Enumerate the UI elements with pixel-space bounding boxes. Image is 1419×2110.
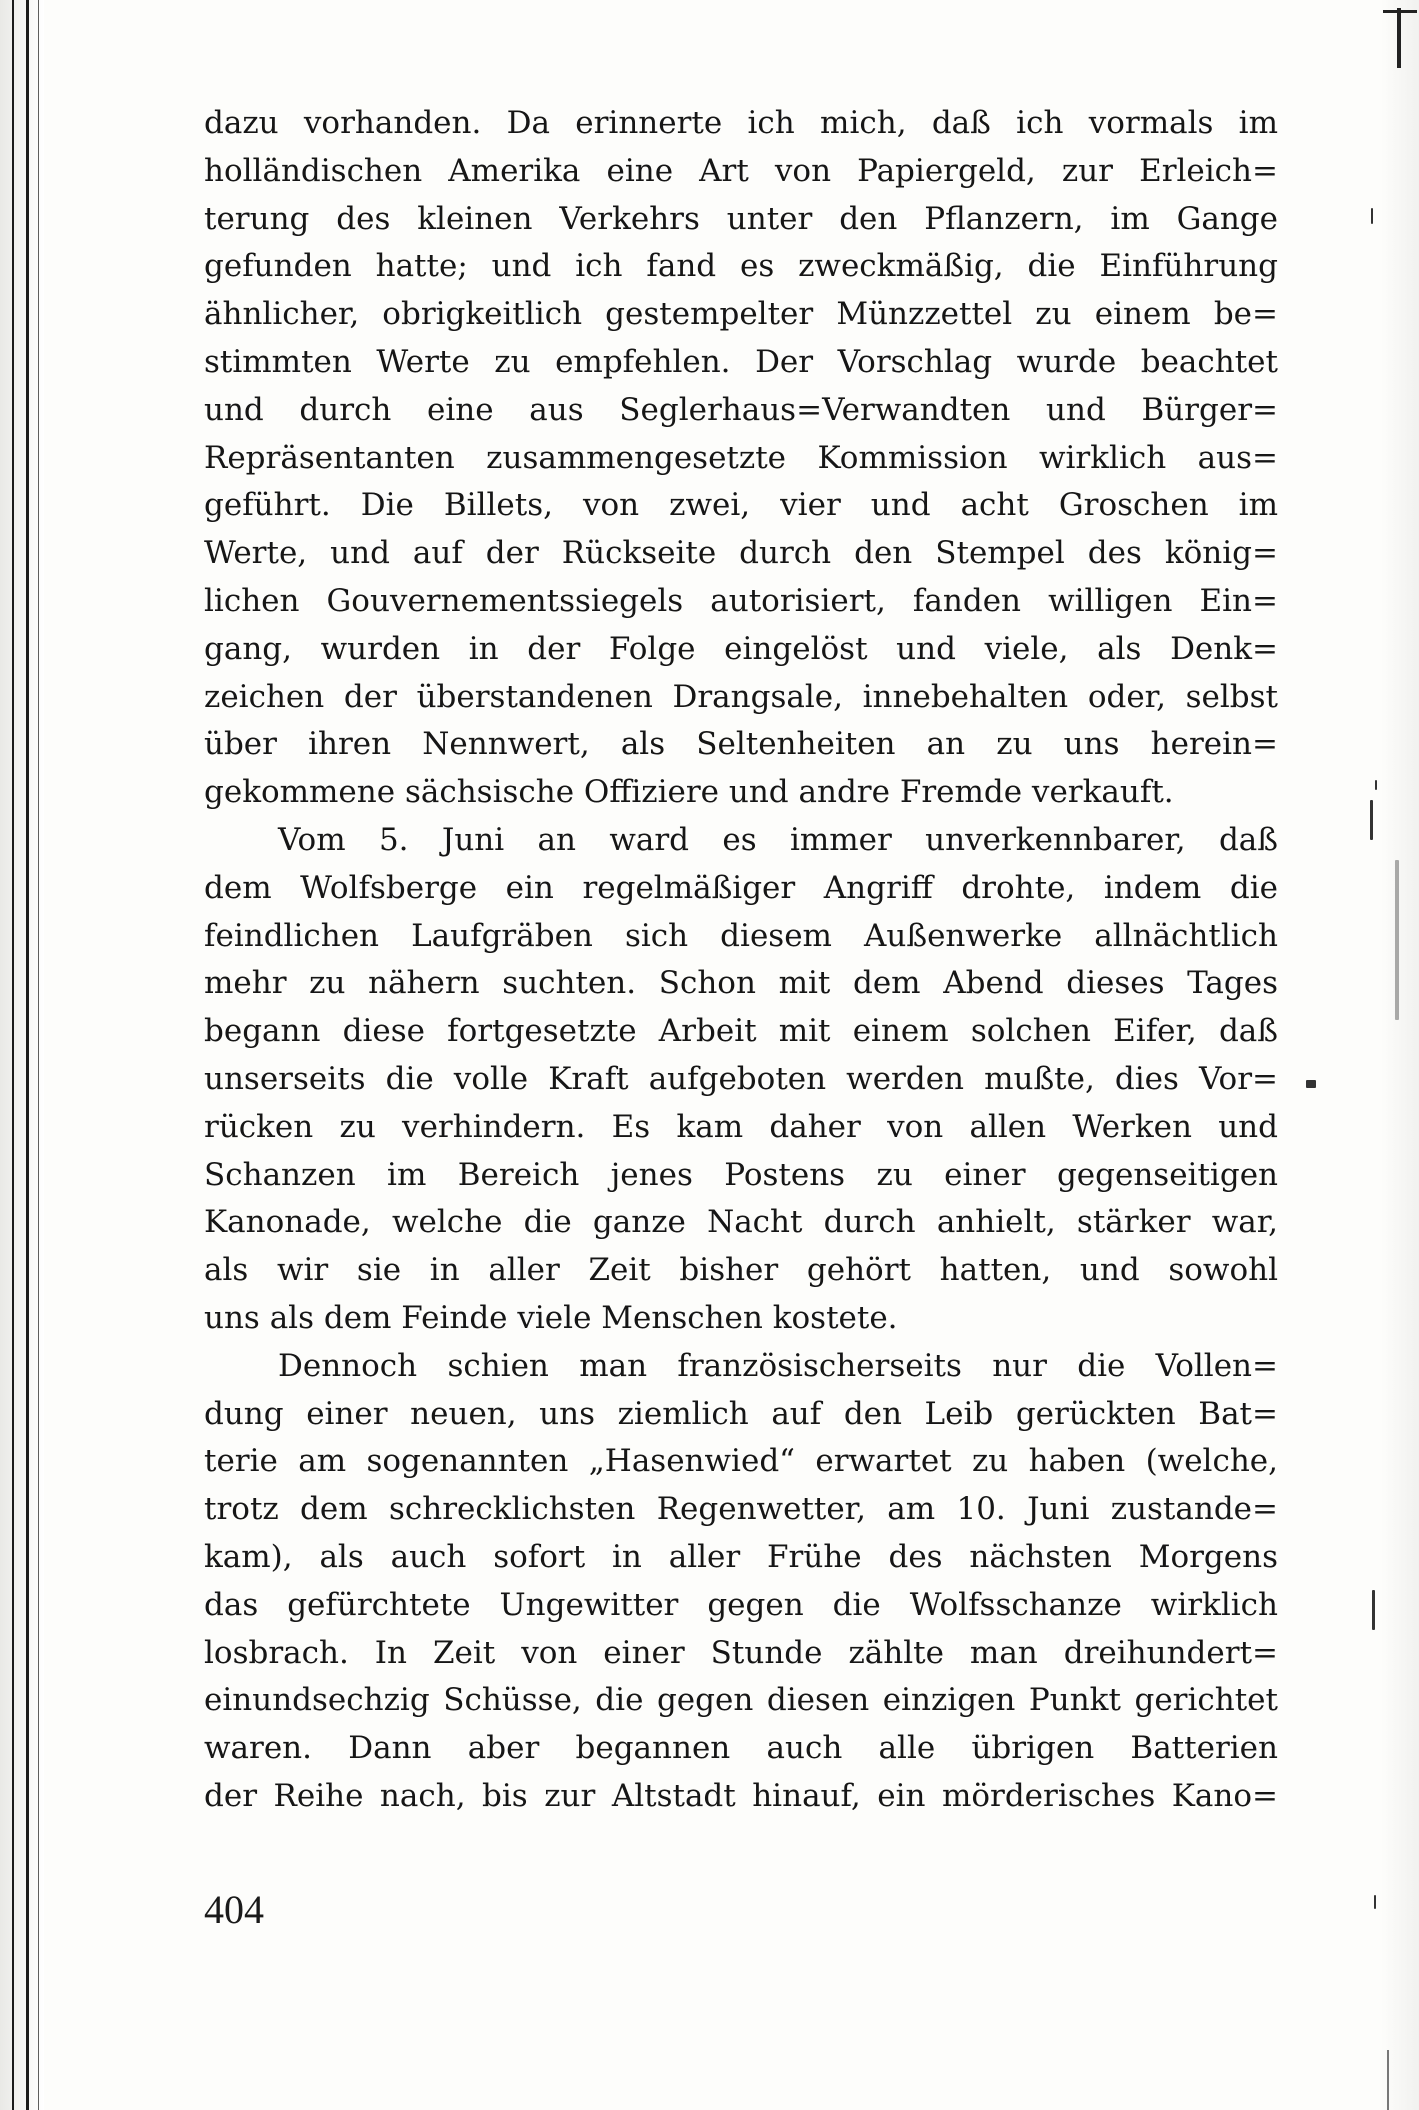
text-line: Werte, und auf der Rückseite durch den Stempel des könig= [204, 535, 1278, 572]
text-line: uns als dem Feinde viele Menschen kostete. [204, 1299, 898, 1336]
text-line: Vom 5. Juni an ward es immer unverkennbarer, daß [278, 821, 1278, 858]
text-line: mehr zu nähern suchten. Schon mit dem Abend dieses Tages [204, 965, 1278, 1002]
text-line: lichen Gouvernementssiegels autorisiert, fanden willigen Ein= [204, 582, 1278, 619]
text-line: rücken zu verhindern. Es kam daher von allen Werken und [204, 1108, 1278, 1145]
scan-speck [1374, 1895, 1376, 1909]
text-line: dung einer neuen, uns ziemlich auf den Leib gerückten Bat= [204, 1395, 1278, 1432]
text-line: geführt. Die Billets, von zwei, vier und acht Groschen im [204, 487, 1278, 524]
text-line: dem Wolfsberge ein regelmäßiger Angriff drohte, indem die [204, 869, 1278, 906]
text-line: waren. Dann aber begannen auch alle übrigen Batterien [204, 1730, 1278, 1767]
page-number: 404 [204, 1887, 264, 1932]
text-line: als wir sie in aller Zeit bisher gehört hatten, und sowohl [204, 1252, 1278, 1289]
text-line: Repräsentanten zusammengesetzte Kommission wirklich aus= [204, 439, 1278, 476]
book-gutter [0, 0, 44, 2110]
gutter-line [26, 0, 29, 2110]
text-line: einundsechzig Schüsse, die gegen diesen einzigen Punkt gerichtet [204, 1682, 1278, 1719]
text-line: Kanonade, welche die ganze Nacht durch anhielt, stärker war, [204, 1204, 1278, 1241]
text-line: und durch eine aus Seglerhaus=Verwandten und Bürger= [204, 391, 1278, 428]
text-line: terie am sogenannten „Hasenwied“ erwartet zu haben (welche, [204, 1443, 1278, 1480]
body-text [204, 100, 1278, 1821]
edge-mark [1383, 10, 1417, 13]
text-line: feindlichen Laufgräben sich diesem Außenwerke allnächtlich [204, 917, 1278, 954]
text-line: losbrach. In Zeit von einer Stunde zählte man dreihundert= [204, 1634, 1278, 1671]
scan-speck [1371, 208, 1373, 224]
text-line: dazu vorhanden. Da erinnerte ich mich, daß ich vormals im [204, 105, 1278, 141]
edge-mark [1397, 8, 1401, 68]
edge-mark [1387, 2050, 1389, 2110]
text-line: über ihren Nennwert, als Seltenheiten an zu uns herein= [204, 726, 1278, 763]
gutter-line [38, 0, 39, 2110]
scan-speck [1395, 860, 1399, 1020]
text-line: begann diese fortgesetzte Arbeit mit einem solchen Eifer, daß [204, 1013, 1278, 1050]
text-line: gekommene sächsische Offiziere und andre Fremde verkauft. [204, 774, 1174, 811]
text-line: ähnlicher, obrigkeitlich gestempelter Münzzettel zu einem be= [204, 296, 1278, 333]
scan-speck [1306, 1080, 1316, 1088]
text-line: zeichen der überstandenen Drangsale, innebehalten oder, selbst [204, 678, 1278, 715]
gutter-line [12, 0, 14, 2110]
text-line: terung des kleinen Verkehrs unter den Pflanzern, im Gange [204, 200, 1278, 237]
scan-speck [1370, 800, 1373, 840]
scan-speck [1375, 780, 1377, 790]
text-line: kam), als auch sofort in aller Frühe des nächsten Morgens [204, 1538, 1278, 1575]
text-line: gefunden hatte; und ich fand es zweckmäßig, die Einführung [204, 248, 1278, 285]
scan-speck [1372, 1590, 1375, 1630]
page-edge [1381, 0, 1419, 2110]
text-line: der Reihe nach, bis zur Altstadt hinauf, ein mörderisches Kano= [204, 1777, 1278, 1814]
text-line: trotz dem schrecklichsten Regenwetter, am 10. Juni zustande= [204, 1491, 1278, 1528]
text-line: gang, wurden in der Folge eingelöst und viele, als Denk= [204, 630, 1278, 667]
text-line: stimmten Werte zu empfehlen. Der Vorschlag wurde beachtet [204, 343, 1278, 380]
text-line: das gefürchtete Ungewitter gegen die Wolfsschanze wirklich [204, 1586, 1278, 1623]
text-line: holländischen Amerika eine Art von Papiergeld, zur Erleich= [204, 152, 1278, 189]
text-line: Schanzen im Bereich jenes Postens zu einer gegenseitigen [204, 1156, 1278, 1193]
text-line: unserseits die volle Kraft aufgeboten werden mußte, dies Vor= [204, 1060, 1278, 1097]
text-line: Dennoch schien man französischerseits nur die Vollen= [278, 1347, 1278, 1384]
